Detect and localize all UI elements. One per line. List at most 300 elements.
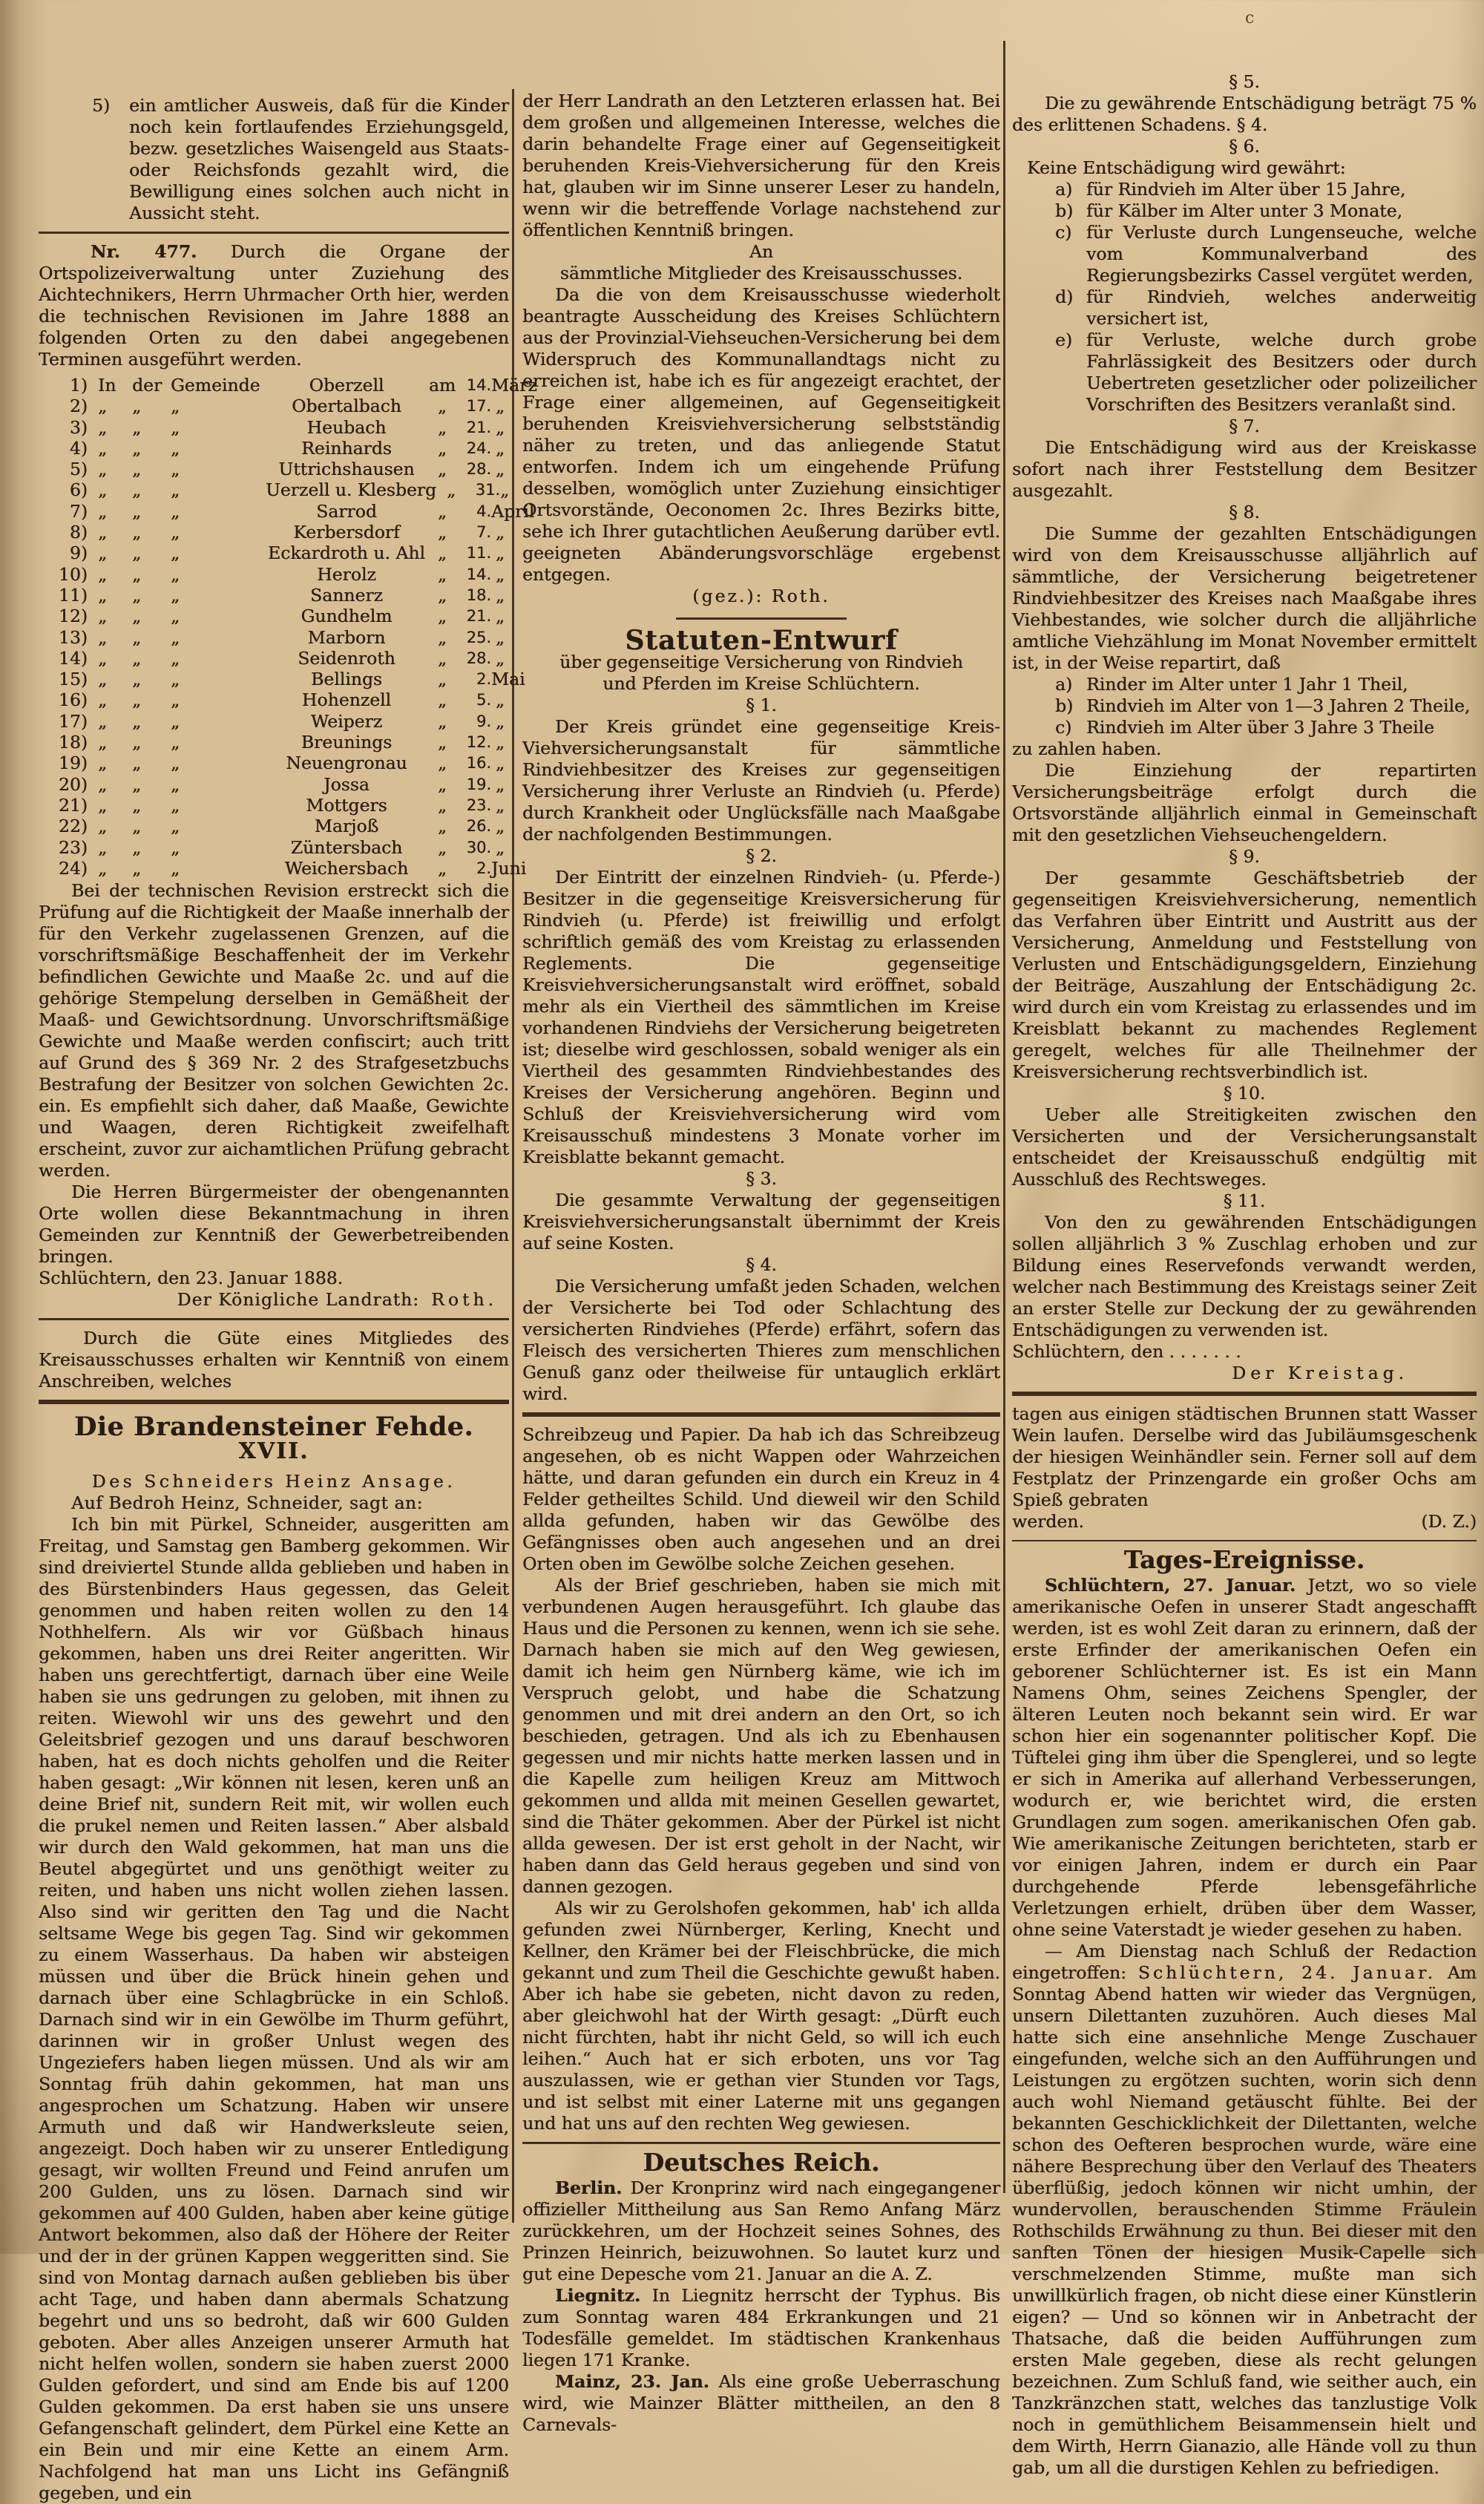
am-ditto: „ <box>437 669 447 690</box>
right-column <box>1012 0 1477 2479</box>
ditto-or-word: „ <box>171 669 180 690</box>
statutes-subtitle: über gegenseitige Versicherung von Rindvieh und Pferden im Kreise Schlüchtern. <box>559 652 963 694</box>
am-ditto: „ <box>437 584 447 606</box>
place-name: Kerbersdorf <box>293 522 400 543</box>
carneval-last-line <box>1012 1511 1477 1533</box>
section-rule <box>522 2142 1000 2144</box>
day: 14. <box>466 565 491 583</box>
row-number: 20) <box>58 773 88 795</box>
list-item <box>1055 674 1477 695</box>
day: 21. <box>466 418 491 436</box>
ditto-or-word: „ <box>98 606 108 627</box>
day: 31. <box>475 481 501 499</box>
ditto-or-word: „ <box>171 479 180 501</box>
statutes-title: Statuten-Entwurf <box>625 625 898 656</box>
ditto-or-word: „ <box>171 500 180 522</box>
carneval-continuation: tagen aus einigen städtischen Brunnen statt Wasser Wein laufen. Derselbe wird das Jubiläumsgeschenk der hiesigen Weinhändler sein. Ferner soll auf dem Festplatz der Prinzengarde ein großer Ochs am Spieß gebraten <box>1012 1403 1477 1510</box>
section-7-heading: § 7. <box>1229 416 1260 436</box>
am-ditto: „ <box>437 500 447 522</box>
dateline: Schlüchtern, den 23. Januar 1888. <box>39 1268 344 1289</box>
list-item <box>1055 286 1477 330</box>
list-item-text: für Verluste, welche durch grobe Fahrlässigkeit des Besitzers oder durch Uebertreten gesetzlicher oder polizeilicher Vorschriften des Besitzers veranlaßt sind. <box>1086 330 1477 415</box>
month: „ <box>495 732 505 753</box>
notice-text: Durch die Organe der Ortspolizeiverwaltung unter Zuziehung des Aichtechnikers, Herrn Uhrmacher Orth hier, werden die technischen Revisionen im Jahre 1888 an folgenden Orten zu den dabei angegebenen Terminen ausgeführt werden. <box>39 241 509 370</box>
section-11-heading: § 11. <box>1223 1190 1266 1211</box>
news-text-mainz: Als eine große Ueberraschung wird, wie Mainzer Blätter mittheilen, an den 8 Carnevals- <box>522 2370 1000 2435</box>
signature-name: Roth. <box>431 1289 497 1311</box>
place-name: Bellings <box>311 669 382 690</box>
place-name: Weiperz <box>310 710 383 732</box>
am-ditto: „ <box>437 857 447 879</box>
schedule-row <box>39 816 509 836</box>
ditto-or-word: „ <box>98 753 108 774</box>
schedule-row <box>39 543 509 563</box>
am-ditto: „ <box>437 459 447 480</box>
news-intro-dash: — Am Dienstag nach Schluß der Redaction eingetroffen: <box>1012 1940 1477 1983</box>
ditto-or-word: „ <box>132 459 142 480</box>
carneval-last-word: werden. <box>1012 1510 1084 1532</box>
news-item-schluechtern24 <box>1012 1941 1477 2479</box>
ditto-or-word: „ <box>98 543 108 564</box>
day: 26. <box>466 817 491 836</box>
row-number: 23) <box>58 836 88 858</box>
ditto-or-word: „ <box>171 584 180 606</box>
ditto-or-word: „ <box>132 437 142 459</box>
month: Juni <box>491 857 527 879</box>
ditto-or-word: „ <box>98 857 108 879</box>
news-item-mainz <box>522 2371 1000 2436</box>
news-spaced-dateline: Schlüchtern, 24. Januar. <box>1137 1961 1436 1983</box>
schedule-row <box>39 417 509 438</box>
news-section-title-tages: Tages-Ereignisse. <box>1123 1544 1365 1574</box>
row-number: 11) <box>58 584 88 606</box>
month: „ <box>495 773 505 795</box>
news-item-schluechtern27 <box>1012 1575 1477 1941</box>
section-rule <box>39 1318 509 1320</box>
ditto-or-word: „ <box>171 773 180 795</box>
ditto-or-word: „ <box>171 459 180 480</box>
place-name: Mottgers <box>306 794 387 816</box>
ditto-or-word: „ <box>132 522 142 543</box>
day: 28. <box>466 649 491 667</box>
section-8-heading: § 8. <box>1229 502 1260 522</box>
news-lead-berlin: Berlin. <box>555 2177 623 2198</box>
place-name: Eckardroth u. Ahl <box>268 543 425 564</box>
news-lead-schluechtern27: Schlüchtern, 27. Januar. <box>1045 1574 1296 1596</box>
intro-continuation: der Herr Landrath an den Letzteren erlassen hat. Bei dem großen und allgemeinen Interesse, welches die darin behandelte Frage einer auf Gegenseitigkeit beruhenden Kreis-Viehversicherung für den Kreis hat, glauben wir im Sinne unserer Leser zu handeln, wenn wir die betreffende Vorlage nachstehend zur öffentlichen Kenntniß bringen. <box>522 91 1000 240</box>
place-name: Hohenzell <box>301 689 392 711</box>
row-number: 4) <box>69 437 88 459</box>
am-ditto: „ <box>437 416 447 438</box>
row-number: 14) <box>58 647 88 669</box>
day: 14. <box>466 376 491 394</box>
signature-kreistag: Der Kreistag. <box>1232 1363 1408 1383</box>
place-name: Neuengronau <box>286 753 407 774</box>
guete-paragraph: Durch die Güte eines Mitgliedes des Kreisausschusses erhalten wir Kenntniß von einem Anschreiben, welches <box>39 1328 509 1392</box>
day: 12. <box>466 733 491 752</box>
ditto-or-word: „ <box>171 753 180 774</box>
ditto-or-word: „ <box>171 794 180 816</box>
ditto-or-word: „ <box>132 606 142 627</box>
section-6-list <box>1012 179 1477 416</box>
article-subtitle: Des Schneiders Heinz Ansage. <box>91 1470 456 1492</box>
schedule-row <box>39 627 509 648</box>
am-ditto: „ <box>437 437 447 459</box>
list-item <box>1055 222 1477 286</box>
list-item <box>1055 330 1477 416</box>
ditto-or-word: „ <box>132 773 142 795</box>
ditto-or-word: „ <box>98 710 108 732</box>
ditto-or-word: „ <box>171 647 180 669</box>
place-name: Reinhards <box>301 437 392 459</box>
month: „ <box>495 437 505 459</box>
section-6-intro: Keine Entschädigung wird gewährt: <box>1027 157 1346 178</box>
column-divider-right <box>1003 41 1005 2193</box>
ditto-or-word: „ <box>171 836 180 858</box>
revision-paragraph: Bei der technischen Revision erstreckt sich die Prüfung auf die Richtigkeit der Maaße innerhalb der für den Verkehr zugelassenen Grenzen, auf die vorschriftsmäßige Beschaffenheit der im Verkehr befindlichen Gewichte und Maaße 2c. und auf die gehörige Stempelung derselben in Gemäßheit der Maaß- und Gewichtsordnung. Unvorschriftsmäßige Gewichte und Maaße werden confiscirt; auch tritt auf Grund des § 369 Nr. 2 des Strafgesetzbuchs Bestrafung der Besitzer von solchen Gewichten 2c. ein. Es empfiehlt sich daher, daß Maaße, Gewichte und Waagen, deren Richtigkeit zweifelhaft erscheint, zuvor zur aichamtlichen Prüfung gebracht werden. <box>39 880 509 1181</box>
section-9-heading: § 9. <box>1229 846 1260 867</box>
am-ditto: „ <box>437 543 447 564</box>
am-ditto: „ <box>437 794 447 816</box>
ditto-or-word: „ <box>98 437 108 459</box>
section-rule <box>39 232 509 234</box>
section-10-text: Ueber alle Streitigkeiten zwischen den Versicherten und der Versicherungsanstalt entscheidet der Kreisausschuß endgültig mit Ausschluß des Rechtsweges. <box>1012 1104 1477 1190</box>
schedule-row <box>39 479 509 500</box>
revision-schedule-table <box>39 375 537 879</box>
day: 7. <box>476 523 491 542</box>
ditto-or-word: „ <box>98 626 108 648</box>
am-ditto: „ <box>446 479 456 501</box>
month: „ <box>495 563 505 585</box>
ditto-or-word: „ <box>132 794 142 816</box>
row-number: 13) <box>58 626 88 648</box>
row-number: 5) <box>69 459 88 480</box>
schedule-row <box>39 500 535 522</box>
fehde-announce-line: Auf Bedroh Heinz, Schneider, sagt an: <box>71 1492 423 1513</box>
row-number: 18) <box>58 732 88 753</box>
list-item-text: Rinder im Alter unter 1 Jahr 1 Theil, <box>1086 674 1408 695</box>
list-item-label: b) <box>1055 695 1074 716</box>
ditto-or-word: „ <box>132 689 142 711</box>
am-ditto: „ <box>437 773 447 795</box>
left-column <box>39 0 537 2504</box>
row-number: 3) <box>69 416 88 438</box>
schedule-row <box>39 606 509 626</box>
column-divider-left <box>512 89 514 2223</box>
am-ditto: „ <box>437 606 447 627</box>
day: 19. <box>466 775 491 793</box>
ditto-or-word: „ <box>171 626 180 648</box>
am-ditto: „ <box>437 816 447 837</box>
list-item-text: für Rindvieh, welches anderweitig versichert ist, <box>1086 286 1477 329</box>
am-ditto: „ <box>437 710 447 732</box>
row-number: 24) <box>58 857 88 879</box>
list-item <box>1055 695 1477 717</box>
section-rule-thick <box>522 1412 1000 1417</box>
am-ditto: „ <box>437 753 447 774</box>
month: „ <box>495 647 505 669</box>
ditto-or-word: „ <box>171 710 180 732</box>
am-ditto: „ <box>437 647 447 669</box>
section-8-tail2: Die Einziehung der repartirten Versicherungsbeiträge erfolgt durch die Ortsvorstände alljährlich einmal in Gemeinschaft mit den gesetzlichen Viehseuchengeldern. <box>1012 760 1477 845</box>
section-rule-thin <box>1012 1540 1477 1541</box>
ditto-or-word: „ <box>98 669 108 690</box>
schedule-row <box>39 689 509 710</box>
am-ditto: „ <box>437 563 447 585</box>
news-lead-mainz: Mainz, 23. Jan. <box>555 2370 709 2392</box>
day: 9. <box>476 712 491 730</box>
ditto-or-word: „ <box>132 396 142 417</box>
ditto-or-word: „ <box>171 563 180 585</box>
row-number: 22) <box>58 816 88 837</box>
news-text-berlin: Der Kronprinz wird nach eingegangener offizieller Mittheilung aus San Remo Anfang März zurückkehren, um der Hochzeit seines Sohnes, des Prinzen Heinrich, beizuwohnen. So lautet kurz und gut eine Depesche vom 21. Januar an die A. Z. <box>522 2177 1000 2284</box>
list-item-text: ein amtlicher Ausweis, daß für die Kinder noch kein fortlaufendes Erziehungsgeld, bezw. gesetzliches Waisengeld aus Staats- oder Reichsfonds gezahlt wird, die Bewilligung eines solchen auch nicht in Aussicht steht. <box>129 95 509 223</box>
place-name: Uerzell u. Klesberg <box>266 479 437 501</box>
section-2-text: Der Eintritt der einzelnen Rindvieh- (u. Pferde-) Besitzer in die gegenseitige Kreisversicherung für Rindvieh (u. Pferde) ist freiwillig und erfolgt schriftlich gemäß des vom Kreistag zu erlassenden Reglements. Die gegenseitige Kreisviehversicherungsanstalt wird eröffnet, sobald mehr als ein Viertheil des sämmtlichen im Kreise vorhandenen Rindviehs der Versicherung beigetreten ist; dieselbe wird geschlossen, sobald weniger als ein Viertheil des gesammten Rindviehbestandes des Kreises der Versicherung angehören. Beginn und Schluß der Kreisviehversicherung wird vom Kreisausschuß mindestens 3 Monate vorher im Kreisblatte bekannt gemacht. <box>522 867 1000 1167</box>
section-3-heading: § 3. <box>746 1168 777 1189</box>
fehde-continuation-2: Als der Brief geschrieben, haben sie mich mit verbundenen Augen herausgeführt. Ich glaube das Haus und die Personen zu kennen, wenn ich sie sehe. Darnach haben sie mich auf den Weg gewiesen, damit ich heim gen Nürnberg käme, wie ich im Verspruch gelobt, und habe die Schatzung genommen und mit drei andern an den Ort, so ich beschieden, getragen. Und als ich zu Ebenhausen gegessen und mir nichts hatte merken lassen und in die Kapelle zum heiligen Kreuz am Mittwoch gekommen und allda mit meinen Gesellen gewartet, sind die Thäter gekommen. Aber der Pürkel ist nicht allda gewesen. Der ist erst geholt in der Nacht, wir haben dann das Geld heraus gegeben und sind von dannen gezogen. <box>522 1574 1000 1897</box>
month: „ <box>495 689 505 711</box>
list-item-label: c) <box>1055 222 1072 243</box>
ditto-or-word: „ <box>132 563 142 585</box>
schedule-row <box>39 648 509 669</box>
row-number: 8) <box>69 522 88 543</box>
ditto-or-word: „ <box>171 606 180 627</box>
month: März <box>491 375 537 396</box>
month: April <box>491 500 535 522</box>
schedule-row <box>39 837 509 858</box>
place-name: Obertalbach <box>292 396 401 417</box>
place-name: Sarrod <box>316 500 377 522</box>
am-ditto: „ <box>437 836 447 858</box>
row-number: 9) <box>69 543 88 564</box>
list-item-text: für Verluste durch Lungenseuche, welche vom Kommunalverband des Regierungsbezirks Cassel vergütet werden, <box>1086 222 1477 286</box>
list-item-text: Rindvieh im Alter über 3 Jahre 3 Theile <box>1086 717 1434 738</box>
section-1-heading: § 1. <box>746 695 777 715</box>
list-item-label: b) <box>1055 200 1074 221</box>
month: „ <box>495 794 505 816</box>
short-divider <box>676 617 847 620</box>
am-ditto: am <box>428 375 456 396</box>
ditto-or-word: „ <box>98 479 108 501</box>
ditto-or-word: „ <box>171 437 180 459</box>
ditto-or-word: „ <box>171 543 180 564</box>
day: 17. <box>466 397 491 416</box>
month: „ <box>495 626 505 648</box>
day: 11. <box>466 544 491 563</box>
page-corner-mark: c <box>1245 9 1255 27</box>
place-name: Herolz <box>317 563 376 585</box>
ditto-or-word: „ <box>132 857 142 879</box>
section-2-heading: § 2. <box>746 845 777 866</box>
place-name: Weichersbach <box>284 857 409 879</box>
list-item <box>1055 200 1477 222</box>
signature-label: Der Königliche Landrath: <box>177 1289 420 1311</box>
schedule-row <box>39 669 525 690</box>
fehde-continuation-1: Schreibzeug und Papier. Da hab ich das Schreibzeug angesehen, ob es nicht Wappen oder Wahrzeichen hätte, und daran gefunden ein durch ein Kreuz in 4 Felder getheiltes Schild. Und dieweil wir den Schild allda gefunden, haben wir das Gewölbe des Gefängnisses oben auch angesehen und an drei Orten oben im Gewölbe solche Zeichen gesehen. <box>522 1423 1000 1574</box>
place-name: Gundhelm <box>301 606 393 627</box>
signature-gez-roth: (gez.): Roth. <box>692 586 830 606</box>
news-text-schluechtern27: Jetzt, wo so viele amerikanische Oefen in unserer Stadt angeschafft werden, ist es wohl Zeit daran zu erinnern, daß der erste Erfinder der amerikanischen Oefen ein geborener Schlüchterner ist. Es ist ein Mann Namens Ohm, seines Zeichens Spengler, der älteren Leuten noch bekannt sein wird. Er war schon hier ein sogenannter politischer Kopf. Die Tüftelei ging ihm über die Spenglerei, und so legte er sich in Amerika auf allerhand Verbesserungen, wodurch er, wie berichtet wird, die ersten Grundlagen zum sogen. amerikanischen Ofen gab. Wie amerikanische Zeitungen berichteten, starb er vor einigen Jahren, indem er durch ein Paar durchgehende Pferde lebensgefährliche Verletzungen erhielt, drüben über dem Wasser, ohne seine Vaterstadt je wieder gesehen zu haben. <box>1012 1574 1477 1940</box>
ditto-or-word: „ <box>132 647 142 669</box>
ditto-or-word: „ <box>132 669 142 690</box>
row-number: 15) <box>58 669 88 690</box>
news-text-schluechtern24: Am Sonntag Abend hatten wir wieder das Vergnügen, unsern Dilettanten zuzuhören. Auch dieses Mal hatte sich eine ansehnliche Menge Zuschauer eingefunden, welche sich an den Aufführungen und Leistungen zu ergötzen suchten, worin sich denn auch wohl Niemand getäuscht fühlte. Bei der bekannten Geschicklichkeit der Dilettanten, welche schon des Oefteren besprochen wurde, wäre eine nähere Besprechung über den Verlauf des Theaters überflüßig, jedoch können wir nicht umhin, der wundervollen, berauschenden Stimme Fräulein Rothschilds Erwähnung zu thun. Bei dieser mit den sanften Tönen der hiesigen Musik-Capelle sich verschmelzenden Stimme, mußte man sich unwillkürlich fragen, ob nicht diese einer Künstlerin eigen? — Und so können wir in Anbetracht der Thatsache, daß die beiden Aufführungen zum ersten Male gegeben, diese als recht gelungen bezeichnen. Zum Schluß fand, wie seither auch, ein Tanzkränzchen statt, welches das tanzlustige Volk noch in gemüthlichem Beisammensein hielt und dem Wirth, Herrn Gianazio, alle Hände voll zu thun gab, um all die durstigen Kehlen zu befriedigen. <box>1012 1961 1477 2478</box>
fehde-body: Ich bin mit Pürkel, Schneider, ausgeritten am Freitag, und Samstag gen Bamberg gekommen. Wir sind dreiviertel Stunde allda geblieben und haben in des Bürstenbinders Haus gegessen, das Geleit genommen und haben reiten wollen zu den 14 Nothhelfern. Als wir vor Güßbach hinaus gekommen, haben uns drei Reiter angeritten. Wir haben uns gerechtfertigt, darnach über eine Weile haben sie uns gedrungen zu geloben, mit ihnen zu reiten. Wiewohl wir uns des gewehrt und den Geleitsbrief gezogen und uns darauf beschworen haben, hat es doch nichts geholfen und die Reiter haben gesagt: „Wir können nit lesen, keren unß an deine Brief nit, sundern Reit mit, wir wollen euch die prukel nemen und Reiten lassen.“ Aber alsbald wir durch den Wald gekommen, hat man uns die Beutel abgegürtet und uns genöthigt weiter zu reiten, und haben uns nicht wollen ziehen lassen. Also sind wir geritten den Tag und die Nacht seltsame Wege bis gegen Tag. Sind wir gekommen zu einem Wasserhaus. Da haben wir absteigen müssen und über die Brück hinein gehen und darnach über eine Schlagbrücke in ein Schloß. Darnach sind wir in ein Gewölbe im Thurm geführt, darinnen wir in großer Unlust wegen des Ungeziefers haben liegen müssen. Und als wir am Sonntag früh dahin gekommen, hat man uns angesprochen um Schatzung. Haben wir unsere Armuth und daß wir Handwerksleute seien, angezeigt. Doch haben wir zu unserer Entledigung gesagt, wir wollten Freund und Feind anrufen um 200 Gulden, uns zu lösen. Darnach sind wir gekommen auf 400 Gulden, haben aber keine gütige Antwort bekommen, also daß der Höhere der Reiter und der in der grünen Kappen weggeritten sind. Sie sind von Montag darnach außen geblieben bis über acht Tage, und haben dann abermals Schatzung begehrt und uns so bedroht, daß wir 600 Gulden geboten. Aber alles Anzeigen unserer Armuth hat nicht helfen wollen, sondern sie haben zuerst 2000 Gulden gefordert, und sind am Ende bis auf 1200 Gulden gekommen. Da erst haben sie uns unsere Gefangenschaft gelindert, dem Pürkel eine Kette an ein Bein und mir eine Kette an einem Arm. Nachfolgend hat man uns Licht ins Gefängniß gegeben, und ein <box>39 1513 509 2503</box>
am-ditto: „ <box>437 689 447 711</box>
schedule-row <box>39 375 537 396</box>
carneval-source: (D. Z.) <box>1421 1510 1477 1532</box>
ditto-or-word: Gemeinde <box>171 375 260 396</box>
ditto-or-word: der <box>132 375 162 396</box>
place-name: Züntersbach <box>290 836 403 858</box>
place-name: Jossa <box>324 773 370 795</box>
row-number: 10) <box>58 563 88 585</box>
schedule-row <box>39 564 509 585</box>
ditto-or-word: „ <box>132 416 142 438</box>
month: „ <box>495 816 505 837</box>
day: 4. <box>476 502 491 520</box>
list-item-number: 5) <box>92 95 111 116</box>
day: 16. <box>466 754 491 773</box>
row-number: 19) <box>58 753 88 774</box>
ditto-or-word: „ <box>132 816 142 837</box>
ditto-or-word: „ <box>98 459 108 480</box>
month: „ <box>495 416 505 438</box>
mayors-paragraph: Die Herren Bürgermeister der obengenannten Orte wollen diese Bekanntmachung in ihren Gemeinden zur Kenntniß der Gewerbetreibenden bringen. <box>39 1181 509 1268</box>
month: „ <box>495 836 505 858</box>
ditto-or-word: „ <box>98 689 108 711</box>
ditto-or-word: „ <box>171 816 180 837</box>
place-name: Seidenroth <box>298 647 395 669</box>
place-name: Marjoß <box>314 816 379 837</box>
ditto-or-word: In <box>98 375 116 396</box>
ditto-or-word: „ <box>98 500 108 522</box>
row-number: 2) <box>69 396 88 417</box>
ditto-or-word: „ <box>171 416 180 438</box>
middle-column <box>522 0 1000 2436</box>
month: „ <box>495 710 505 732</box>
ditto-or-word: „ <box>98 522 108 543</box>
ditto-or-word: „ <box>98 836 108 858</box>
ditto-or-word: „ <box>98 647 108 669</box>
am-ditto: „ <box>437 396 447 417</box>
news-section-title-reich: Deutsches Reich. <box>643 2147 880 2177</box>
section-7-text: Die Entschädigung wird aus der Kreiskasse sofort nach ihrer Feststellung dem Besitzer ausgezahlt. <box>1012 437 1477 501</box>
day: 25. <box>466 628 491 646</box>
section-rule-thick <box>1012 1392 1477 1396</box>
address-an: An <box>749 241 774 262</box>
place-name: Heubach <box>306 416 387 438</box>
place-name: Uttrichshausen <box>278 459 415 480</box>
list-item-label: d) <box>1055 286 1074 307</box>
ditto-or-word: „ <box>132 479 142 501</box>
day: 2. <box>476 859 491 877</box>
section-3-text: Die gesammte Verwaltung der gegenseitigen Kreisviehversicherungsanstalt übernimmt der Kreis auf seine Kosten. <box>522 1190 1000 1253</box>
section-8-tail: zu zahlen haben. <box>1012 738 1162 759</box>
day: 5. <box>476 691 491 709</box>
row-number: 12) <box>58 606 88 627</box>
am-ditto: „ <box>437 522 447 543</box>
list-item <box>1055 717 1477 738</box>
day: 2. <box>476 670 491 689</box>
article-part-number: XVII. <box>238 1438 309 1464</box>
section-6-heading: § 6. <box>1229 136 1260 157</box>
ditto-or-word: „ <box>132 543 142 564</box>
ditto-or-word: „ <box>171 857 180 879</box>
am-ditto: „ <box>437 626 447 648</box>
month: „ <box>495 396 505 417</box>
schedule-row <box>39 396 509 416</box>
row-number: 6) <box>69 479 88 501</box>
row-number: 16) <box>58 689 88 711</box>
month: „ <box>495 522 505 543</box>
list-item-label: a) <box>1055 179 1073 200</box>
place-name: Sannerz <box>310 584 383 606</box>
schedule-row <box>39 438 509 459</box>
section-8-text: Die Summe der gezahlten Entschädigungen wird von dem Kreisausschusse alljährlich auf sämmtliche, der Versicherung beigetretener Rindviehbesitzer des Kreises nach Maaßgabe ihres Viehbestandes, wie solcher durch die alljährliche amtliche Viehzählung im Monat November ermittelt ist, in der Weise repartirt, daß <box>1012 523 1477 673</box>
article-title-fehde: Die Brandensteiner Fehde. <box>73 1411 474 1442</box>
section-rule-thick <box>39 1400 509 1404</box>
am-ditto: „ <box>437 732 447 753</box>
schedule-row <box>39 795 509 816</box>
section-8-list <box>1012 674 1477 738</box>
schedule-row <box>39 857 527 879</box>
ditto-or-word: „ <box>98 794 108 816</box>
place-name: Oberzell <box>309 375 384 396</box>
news-item-liegnitz <box>522 2285 1000 2371</box>
list-item-label: c) <box>1055 717 1072 738</box>
schedule-row <box>39 459 509 479</box>
day: 18. <box>466 586 491 604</box>
month: „ <box>495 753 505 774</box>
row-number: 17) <box>58 710 88 732</box>
month: „ <box>495 543 505 564</box>
ditto-or-word: „ <box>132 753 142 774</box>
month: „ <box>495 606 505 627</box>
ditto-or-word: „ <box>132 732 142 753</box>
ditto-or-word: „ <box>171 522 180 543</box>
day: 23. <box>466 796 491 814</box>
month: „ <box>500 479 510 501</box>
ditto-or-word: „ <box>171 732 180 753</box>
list-item-text: für Kälber im Alter unter 3 Monate, <box>1086 200 1403 221</box>
ditto-or-word: „ <box>132 710 142 732</box>
section-5-heading: § 5. <box>1229 71 1260 92</box>
ditto-or-word: „ <box>98 773 108 795</box>
ditto-or-word: „ <box>132 584 142 606</box>
ditto-or-word: „ <box>171 396 180 417</box>
dateline-blank: Schlüchtern, den . . . . . . . <box>1012 1341 1241 1362</box>
schedule-row <box>39 732 509 753</box>
month: „ <box>495 459 505 480</box>
ditto-or-word: „ <box>98 416 108 438</box>
list-item-text: Rindvieh im Alter von 1—3 Jahren 2 Theile, <box>1086 695 1471 716</box>
schedule-row <box>39 522 509 543</box>
notice-nr477 <box>39 241 509 370</box>
row-number: 7) <box>69 500 88 522</box>
ditto-or-word: „ <box>171 689 180 711</box>
row-number: 21) <box>58 794 88 816</box>
ditto-or-word: „ <box>98 563 108 585</box>
section-5-text: Die zu gewährende Entschädigung beträgt 75 % des erlittenen Schadens. § 4. <box>1012 93 1477 135</box>
fehde-continuation-3: Als wir zu Gerolshofen gekommen, hab' ich allda gefunden zwei Nürnberger, Kerling, Knecht und Kellner, den Krämer bei der Fleischbrücke, die mich gekannt und zum Theil die Geschichte gewußt haben. Aber ich habe sie gebeten, nicht davon zu reden, aber gleichwohl hat der Wirth gesagt: „Dürft euch nicht fürchten, habt ihr nicht Geld, so will ich euch leihen.“ Auch hat er sich erboten, uns vor Tag auszulassen, wie er gethan vier Stunden vor Tags, und ist selbst mit einer Laterne mit uns gegangen und hat uns auf den rechten Weg gewiesen. <box>522 1897 1000 2134</box>
schedule-row <box>39 585 509 606</box>
news-text-liegnitz: In Liegnitz herrscht der Typhus. Bis zum Sonntag waren 484 Erkrankungen und 21 Todesfälle gemeldet. Im städtischen Krankenhaus liegen 171 Kranke. <box>522 2284 1000 2370</box>
ditto-or-word: „ <box>132 836 142 858</box>
schedule-row <box>39 711 509 732</box>
section-4-text: Die Versicherung umfaßt jeden Schaden, welchen der Versicherte bei Tod oder Schlachtung des versicherten Rindviehes (Pferde) erfährt, sofern das Fleisch des versicherten Thieres zum menschlichen Genuß ganz oder theilweise für untauglich erklärt wird. <box>522 1276 1000 1404</box>
